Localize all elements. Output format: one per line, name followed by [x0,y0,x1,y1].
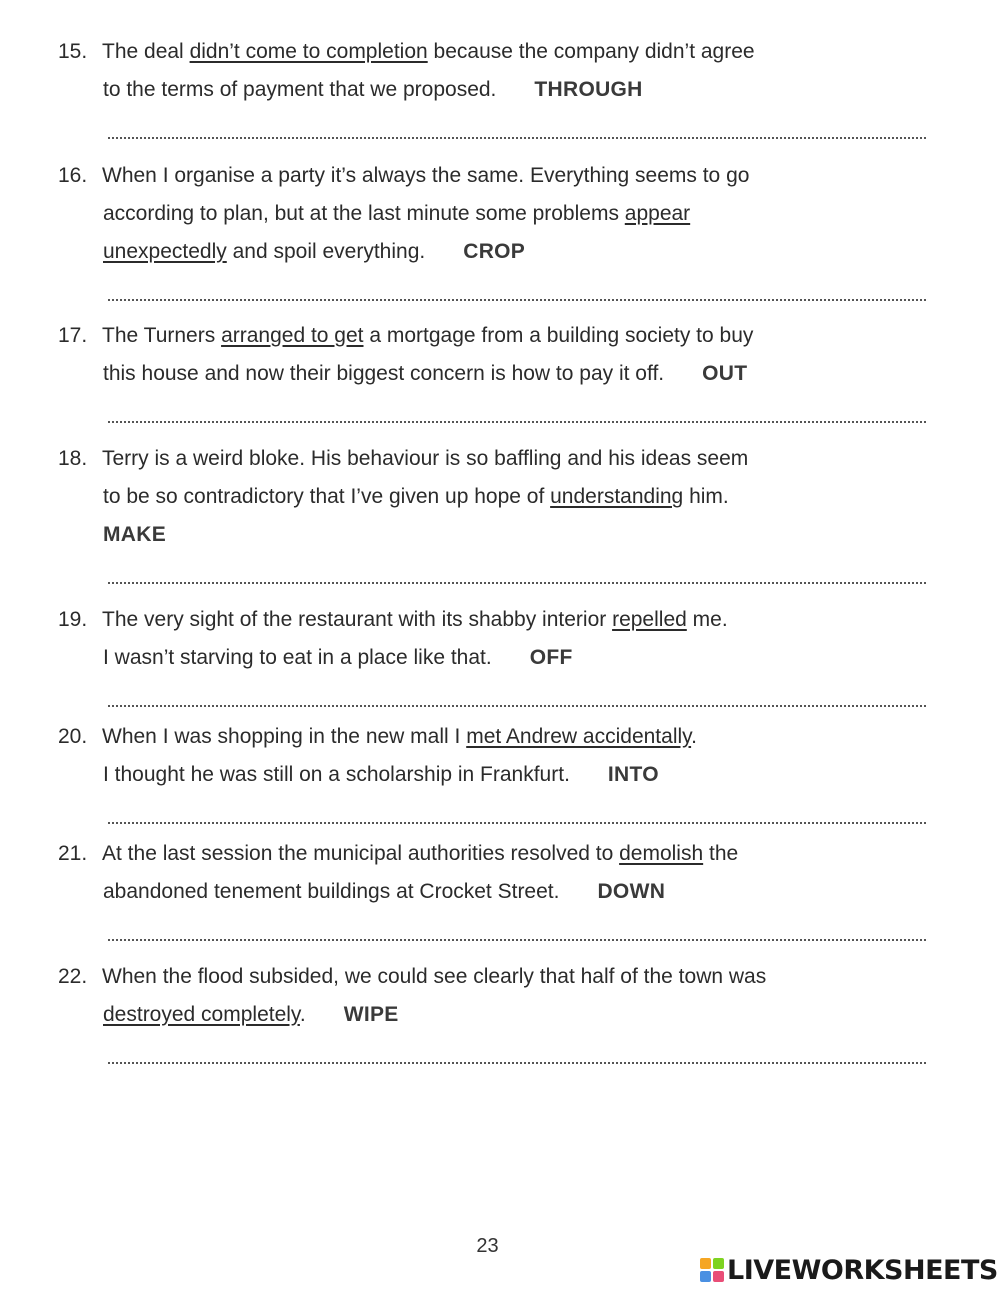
question-22 [58,958,938,1064]
question-16 [58,157,938,301]
sentence-text: The deal [102,40,190,63]
underlined-phrase: met Andrew accidentally [466,725,692,748]
underlined-phrase: didn’t come to completion [189,40,428,63]
question-line [58,756,938,794]
question-line [58,996,938,1034]
answer-field[interactable] [108,421,926,423]
sentence-text: When I was shopping in the new mall I [102,725,467,748]
answer-field[interactable] [108,137,926,139]
question-20 [58,718,938,824]
answer-field[interactable] [108,582,926,584]
question-number: 15. [58,40,88,63]
sentence-text: When I organise a party it’s always the same. Everything seems to go [102,164,750,187]
keyword: OFF [529,646,573,669]
question-number: 20. [58,725,88,748]
logo-square-1 [700,1258,711,1269]
sentence-text: I thought he was still on a scholarship in Frankfurt. [103,763,570,786]
question-line [58,33,938,71]
underlined-phrase: unexpectedly [103,240,227,263]
sentence-text: a mortgage from a building society to buy [363,324,754,347]
question-line [58,873,938,911]
question-number: 19. [58,608,88,631]
page-number: 23 [476,1235,499,1257]
sentence-text: because the company didn’t agree [427,40,755,63]
logo-square-2 [713,1258,724,1269]
question-18 [58,440,938,584]
question-line [58,317,938,355]
sentence-text: him. [683,485,729,508]
sentence-text: according to plan, but at the last minute some problems [103,202,625,225]
sentence-text: and spoil everything. [226,240,426,263]
question-number: 21. [58,842,88,865]
question-19 [58,601,938,707]
sentence-text: The very sight of the restaurant with its shabby interior [102,608,613,631]
sentence-text: I wasn’t starving to eat in a place like that. [103,646,492,669]
question-line [58,601,938,639]
question-line [58,958,938,996]
question-15 [58,33,938,139]
question-line [58,195,938,233]
answer-field[interactable] [108,705,926,707]
brand-name: LIVEWORKSHEETS [727,1254,998,1286]
question-line [58,233,938,271]
keyword: MAKE [103,523,167,546]
underlined-phrase: understanding [550,485,684,508]
question-17 [58,317,938,423]
sentence-text: . [691,725,697,748]
question-line [58,71,938,109]
keyword: INTO [607,763,659,786]
keyword: OUT [702,362,748,385]
answer-field[interactable] [108,299,926,301]
underlined-phrase: destroyed completely [103,1003,300,1026]
underlined-phrase: appear [624,202,691,225]
sentence-text: The Turners [102,324,222,347]
underlined-phrase: arranged to get [221,324,364,347]
sentence-text: this house and now their biggest concern is how to pay it off. [103,362,665,385]
question-line [58,157,938,195]
logo-square-3 [700,1271,711,1282]
keyword: CROP [463,240,526,263]
keyword: DOWN [597,880,666,903]
sentence-text: At the last session the municipal authorities resolved to [102,842,620,865]
sentence-text: abandoned tenement buildings at Crocket Street. [103,880,560,903]
sentence-text: me. [686,608,728,631]
answer-field[interactable] [108,822,926,824]
question-line [58,835,938,873]
keyword: WIPE [343,1003,399,1026]
question-21 [58,835,938,941]
question-line [58,355,938,393]
question-line [58,718,938,756]
keyword: THROUGH [534,78,643,101]
underlined-phrase: repelled [612,608,687,631]
liveworksheets-icon [700,1258,724,1282]
sentence-text: When the flood subsided, we could see clearly that half of the town was [102,965,767,988]
answer-field[interactable] [108,1062,926,1064]
liveworksheets-logo[interactable] [700,1253,998,1287]
sentence-text: to the terms of payment that we proposed. [103,78,497,101]
sentence-text: to be so contradictory that I’ve given up hope of [103,485,551,508]
question-number: 22. [58,965,88,988]
question-number: 18. [58,447,88,470]
question-number: 17. [58,324,88,347]
question-line [58,639,938,677]
question-line [58,440,938,478]
underlined-phrase: demolish [619,842,704,865]
question-line [58,478,938,516]
question-line [58,516,938,554]
answer-field[interactable] [108,939,926,941]
logo-square-4 [713,1271,724,1282]
sentence-text: Terry is a weird bloke. His behaviour is so baffling and his ideas seem [102,447,749,470]
sentence-text: the [703,842,739,865]
sentence-text: . [299,1003,306,1026]
question-number: 16. [58,164,88,187]
